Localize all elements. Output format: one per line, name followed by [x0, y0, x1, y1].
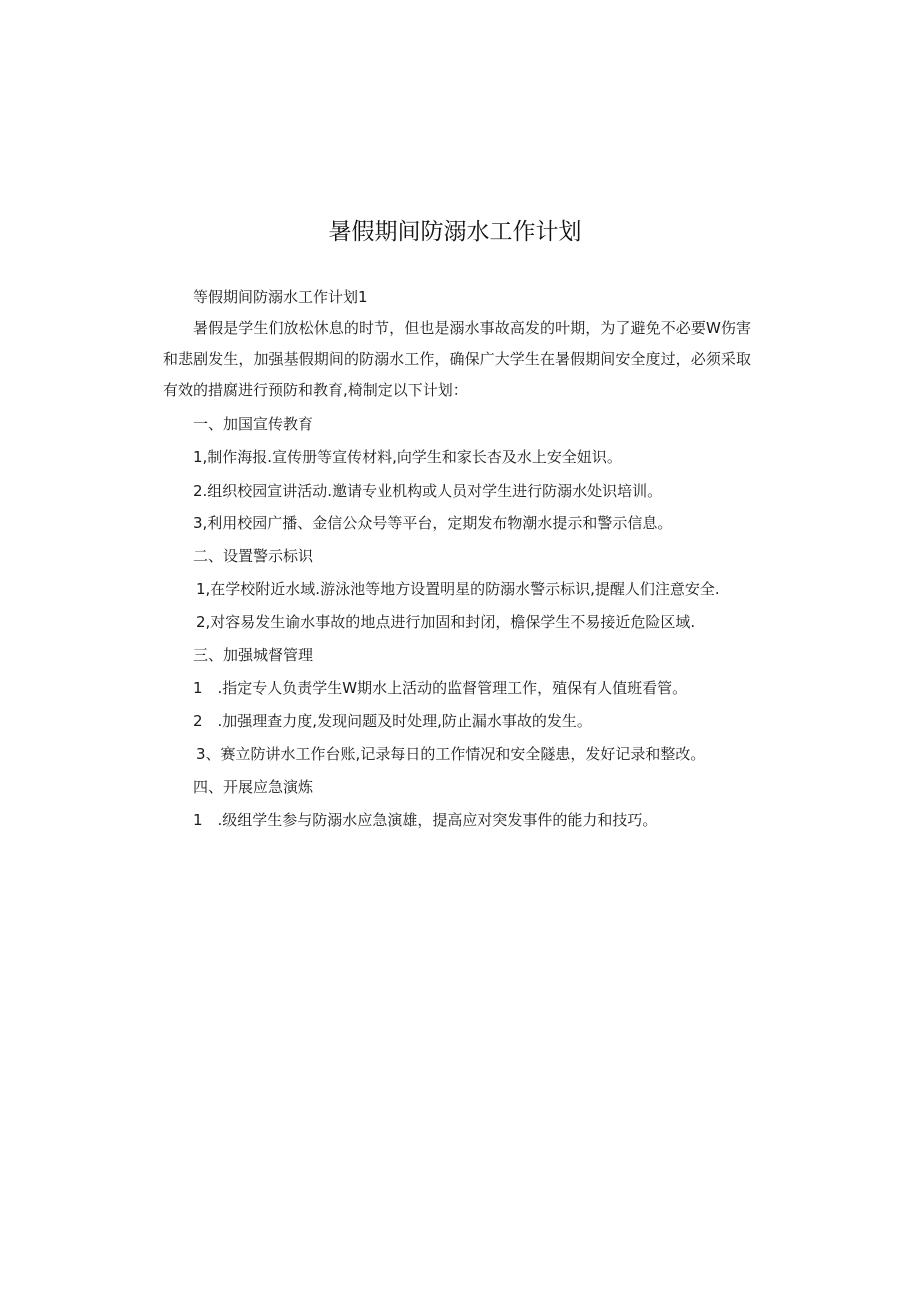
document-subtitle: 等假期间防溺水工作计划1 — [193, 288, 368, 306]
section-1-item-2: 2.组织校园宣讲活动.邀请专业机构或人员对学生进行防溺水处识培训。 — [193, 482, 663, 500]
section-heading-4: 四、开展应急演炼 — [193, 778, 314, 796]
section-4-item-1: 1 .级组学生参与防溺水应急演雄，提高应对突发事件的能力和技巧。 — [193, 811, 658, 829]
section-heading-2: 二、设置警示标识 — [193, 547, 314, 565]
section-heading-1: 一、加国宣传教育 — [193, 415, 314, 433]
intro-paragraph: 暑假是学生们放松休息的时节，但也是溺水事故高发的叶期，为了避免不必要W伤害和悲剧发生，加强基假期间的防溺水工作，确保广大学生在暑假期间安全度过，必须采取有效的措腐进行预防和教育,椅制定以下计划： — [163, 319, 751, 399]
section-3-item-1: 1 .指定专人负责学生W期水上活动的监督管理工作，殖保有人值班看管。 — [193, 679, 688, 697]
document-title: 暑假期间防溺水工作计划 — [328, 219, 582, 245]
section-3-item-3: 3、赛立防讲水工作台账,记录每日的工作情况和安全隧患，发好记录和整改。 — [196, 745, 706, 763]
section-1-item-1: 1,制作海报.宣传册等宣传材料,向学生和家长杏及水上安全妞识。 — [193, 448, 622, 466]
section-2-item-2: 2,对容易发生谕水事故的地点进行加固和封闭，檐保学生不易接近危险区域. — [196, 613, 696, 631]
section-3-item-2: 2 .加强理查力度,发现问题及时处理,防止漏水事故的发生。 — [193, 712, 592, 730]
section-2-item-1: 1,在学校附近水域.游泳池等地方设置明星的防溺水警示标识,提醒人们注意安全. — [196, 580, 720, 598]
section-1-item-3: 3,利用校园广播、金信公众号等平台，定期发布物潮水提示和警示信息。 — [193, 514, 673, 532]
section-heading-3: 三、加强城督管理 — [193, 646, 314, 664]
